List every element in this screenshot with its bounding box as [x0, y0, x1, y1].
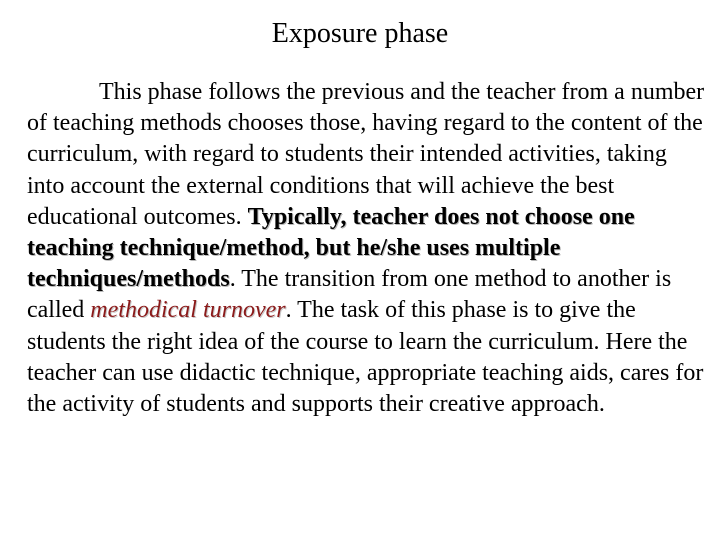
- paragraph-text-conclusion: . The task of this phase is to give the students the right idea of the course to learn the curriculum. Here the teacher can use didactic technique, appropriate teaching aids, cares for the activity of students and supports their creative approach.: [27, 297, 704, 418]
- slide-title: Exposure phase: [271, 18, 449, 49]
- paragraph-text-transition: . The transition from one method to another is called: [27, 266, 672, 324]
- key-term-methodical-turnover: methodical turnover: [90, 297, 286, 324]
- emphasized-statement: Typically, teacher does not choose one teaching technique/method, but he/she uses multiple techniques/methods: [27, 203, 635, 293]
- body-paragraph: [27, 77, 709, 420]
- paragraph-text-intro: This phase follows the previous and the teacher from a number of teaching methods chooses those, having regard to the content of the curriculum, with regard to students their intended activities, taking into account the external conditions that will achieve the best educational outcomes.: [27, 79, 705, 230]
